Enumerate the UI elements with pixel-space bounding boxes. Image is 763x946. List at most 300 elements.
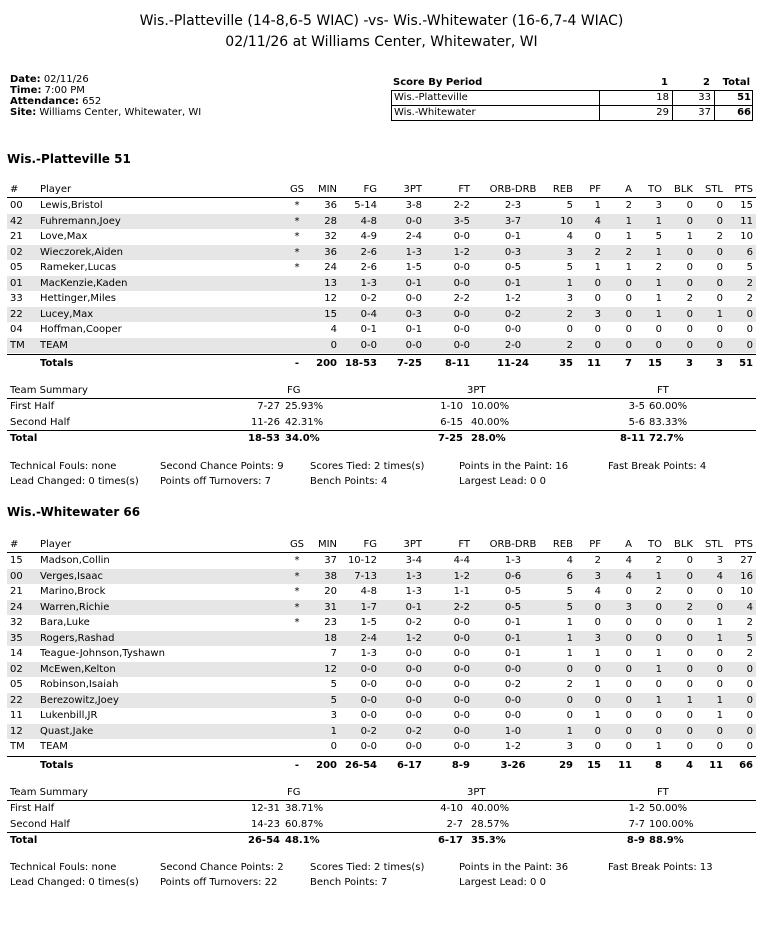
cell-a: 0 — [625, 617, 632, 628]
player-row — [7, 214, 756, 230]
cell-min: 7 — [330, 648, 337, 659]
cell-min: 20 — [324, 586, 337, 597]
period-1-score: 18 — [599, 91, 672, 105]
cell-name: Robinson,Isaiah — [40, 679, 119, 690]
cell-pf: 0 — [594, 293, 601, 304]
period-team: Wis.-Whitewater — [394, 107, 476, 118]
summary-ftp: 88.9% — [649, 835, 684, 846]
cell-ft: 4-4 — [453, 555, 470, 566]
cell-a: 0 — [625, 586, 632, 597]
cell-min: 15 — [324, 308, 337, 320]
col-header-fg: FG — [363, 184, 377, 195]
cell-blk: 0 — [686, 555, 693, 566]
cell-reb: 2 — [566, 308, 573, 320]
cell-name: Quast,Jake — [40, 725, 94, 737]
cell-fg: 7-13 — [354, 570, 377, 582]
cell-ft: 0-0 — [453, 741, 470, 752]
cell-fg: 0-0 — [360, 339, 377, 351]
misc-lead-changed — [10, 474, 139, 489]
cell-min: 28 — [324, 215, 337, 227]
cell-num: 05 — [10, 262, 23, 273]
cell-ft: 0-0 — [453, 632, 470, 644]
cell-fg: 1-5 — [360, 617, 377, 628]
col-header-player: Player — [40, 539, 72, 550]
col-header-pts: PTS — [734, 539, 753, 550]
cell-fg: 0-4 — [360, 308, 377, 320]
misc-largest — [459, 875, 546, 890]
cell-reb: 2 — [566, 679, 573, 690]
summary-p3: 6-15 — [440, 416, 463, 428]
player-row — [7, 322, 756, 338]
cell-pf: 0 — [594, 663, 601, 675]
cell-num: 00 — [10, 570, 23, 582]
cell-orb: 0-1 — [504, 617, 522, 628]
cell-num: 05 — [10, 679, 23, 690]
cell-gs: * — [294, 231, 300, 242]
cell-fg: 1-3 — [360, 648, 377, 659]
total-orb: 3-26 — [500, 759, 526, 771]
cell-gs: * — [294, 617, 300, 628]
col-header-pts: PTS — [734, 184, 753, 195]
cell-num: 21 — [10, 231, 23, 242]
game-title: Wis.-Platteville (14-8,6-5 WIAC) -vs- Wis.-Whitewater (16-6,7-4 WIAC) — [139, 13, 624, 29]
cell-min: 5 — [330, 694, 337, 706]
team-summary-label: Team Summary — [10, 385, 88, 396]
cell-blk: 2 — [686, 601, 693, 613]
cell-to: 0 — [655, 601, 662, 613]
cell-name: TEAM — [40, 339, 68, 351]
cell-orb: 0-0 — [504, 694, 522, 706]
period-row-visitor — [391, 91, 753, 106]
misc-label: Largest Lead: — [459, 877, 527, 888]
attendance-label: Attendance: — [10, 96, 79, 107]
summary-ftp: 50.00% — [649, 803, 688, 814]
player-row — [7, 646, 756, 662]
misc-label: Lead Changed: — [10, 476, 86, 487]
cell-orb: 0-0 — [504, 663, 522, 675]
cell-blk: 0 — [686, 725, 693, 737]
cell-name: Rameker,Lucas — [40, 262, 117, 273]
misc-tied — [310, 860, 424, 875]
summary-ft: 8-11 — [619, 433, 645, 444]
cell-pts: 10 — [740, 586, 753, 597]
cell-num: 02 — [10, 663, 23, 675]
cell-stl: 0 — [716, 200, 723, 211]
misc-label: Scores Tied: — [310, 862, 371, 873]
cell-a: 3 — [625, 601, 632, 613]
col-header-blk: BLK — [674, 184, 693, 195]
col-header-stl: STL — [704, 184, 723, 195]
cell-reb: 3 — [566, 293, 573, 304]
cell-a: 0 — [625, 648, 632, 659]
date-label: Date: — [10, 74, 41, 85]
cell-fg: 0-0 — [360, 710, 377, 721]
cell-ft: 0-0 — [453, 308, 470, 320]
cell-fg: 0-2 — [360, 725, 377, 737]
cell-reb: 10 — [560, 215, 573, 227]
cell-name: Love,Max — [40, 231, 88, 242]
cell-to: 0 — [655, 339, 662, 351]
cell-gs: * — [294, 586, 300, 597]
cell-ft: 0-0 — [453, 663, 470, 675]
summary-ft: 5-6 — [628, 416, 645, 428]
cell-p3: 0-0 — [405, 293, 422, 304]
total-a: 7 — [625, 358, 632, 369]
cell-stl: 0 — [716, 293, 723, 304]
cell-reb: 2 — [566, 339, 573, 351]
col-header-min: MIN — [317, 184, 337, 195]
cell-stl: 0 — [716, 601, 723, 613]
total-reb: 29 — [559, 759, 573, 771]
cell-a: 0 — [625, 277, 632, 289]
misc-row — [10, 860, 760, 875]
cell-to: 0 — [655, 710, 662, 721]
summary-ftp: 100.00% — [649, 818, 694, 830]
misc-stats-home — [10, 860, 760, 890]
player-row — [7, 307, 756, 323]
cell-name: Berezowitz,Joey — [40, 694, 119, 706]
cell-p3: 3-8 — [405, 200, 422, 211]
summary-p3: 4-10 — [440, 803, 463, 814]
cell-pf: 0 — [594, 601, 601, 613]
cell-pf: 1 — [594, 679, 601, 690]
team-summary-header — [7, 383, 756, 399]
cell-ft: 3-5 — [453, 215, 470, 227]
cell-ft: 2-2 — [453, 200, 470, 211]
misc-label: Fast Break Points: — [608, 862, 697, 873]
misc-value: 16 — [555, 461, 569, 472]
period-team: Wis.-Platteville — [394, 92, 468, 103]
cell-stl: 1 — [716, 308, 723, 320]
misc-tech — [10, 860, 116, 875]
cell-orb: 0-1 — [504, 648, 522, 659]
total-blk: 3 — [686, 358, 693, 369]
summary-fg: 14-23 — [250, 818, 280, 830]
cell-orb: 0-5 — [504, 601, 522, 613]
cell-reb: 3 — [566, 246, 573, 258]
cell-pts: 2 — [746, 617, 753, 628]
cell-to: 0 — [655, 679, 662, 690]
cell-pf: 2 — [594, 555, 601, 566]
cell-blk: 0 — [686, 246, 693, 258]
col-header-blk: BLK — [674, 539, 693, 550]
cell-a: 2 — [625, 246, 632, 258]
misc-value: 0 times(s) — [88, 877, 139, 888]
cell-fg: 0-2 — [360, 293, 377, 304]
site-line — [10, 107, 201, 118]
cell-ft: 0-0 — [453, 648, 470, 659]
cell-pts: 10 — [740, 231, 753, 242]
cell-name: Wieczorek,Aiden — [40, 246, 123, 258]
col-header-fg: FG — [363, 539, 377, 550]
cell-pf: 3 — [594, 308, 601, 320]
cell-pts: 0 — [746, 324, 753, 335]
cell-min: 3 — [330, 710, 337, 721]
misc-value: 2 times(s) — [374, 461, 425, 472]
cell-to: 1 — [655, 694, 662, 706]
cell-blk: 0 — [686, 308, 693, 320]
misc-value: 9 — [277, 461, 284, 472]
cell-orb: 0-5 — [504, 262, 522, 273]
time-label: Time: — [10, 85, 42, 96]
cell-stl: 0 — [716, 663, 723, 675]
cell-a: 0 — [625, 339, 632, 351]
period-row-home — [391, 106, 753, 121]
summary-fg: 12-31 — [250, 803, 280, 814]
cell-name: Warren,Richie — [40, 601, 110, 613]
cell-pts: 2 — [746, 277, 753, 289]
cell-pts: 0 — [746, 725, 753, 737]
cell-num: 35 — [10, 632, 23, 644]
box-score-home — [7, 537, 756, 775]
cell-fg: 0-0 — [360, 741, 377, 752]
summary-3pt-header: 3PT — [467, 787, 486, 798]
cell-stl: 0 — [716, 741, 723, 752]
total-gs: - — [294, 358, 300, 369]
cell-pts: 2 — [746, 648, 753, 659]
summary-fg: 18-53 — [248, 433, 280, 444]
cell-ft: 1-2 — [453, 570, 470, 582]
cell-pf: 0 — [594, 324, 601, 335]
cell-blk: 0 — [686, 617, 693, 628]
cell-orb: 0-3 — [504, 246, 522, 258]
cell-a: 1 — [625, 215, 632, 227]
box-score-header — [7, 182, 756, 198]
cell-pf: 0 — [594, 277, 601, 289]
misc-largest — [459, 474, 546, 489]
cell-num: 32 — [10, 617, 23, 628]
cell-fg: 1-7 — [360, 601, 377, 613]
cell-fg: 2-6 — [360, 262, 377, 273]
cell-blk: 0 — [686, 663, 693, 675]
cell-num: 24 — [10, 601, 23, 613]
cell-name: Bara,Luke — [40, 617, 90, 628]
misc-label: Points in the Paint: — [459, 461, 553, 472]
cell-to: 0 — [655, 725, 662, 737]
summary-row-total — [7, 430, 756, 447]
cell-min: 37 — [324, 555, 337, 566]
cell-to: 2 — [655, 586, 662, 597]
cell-blk: 0 — [686, 632, 693, 644]
cell-blk: 0 — [686, 324, 693, 335]
cell-pf: 3 — [594, 632, 601, 644]
cell-blk: 0 — [686, 648, 693, 659]
summary-ftp: 60.00% — [649, 401, 688, 412]
cell-ft: 2-2 — [453, 601, 470, 613]
misc-label: Scores Tied: — [310, 461, 371, 472]
cell-orb: 0-0 — [504, 324, 522, 335]
player-row — [7, 615, 756, 631]
cell-num: 42 — [10, 215, 23, 227]
cell-to: 3 — [655, 200, 662, 211]
cell-gs: * — [294, 262, 300, 273]
cell-blk: 0 — [686, 215, 693, 227]
col-header-orb: ORB-DRB — [489, 184, 537, 195]
misc-label: Bench Points: — [310, 877, 378, 888]
cell-blk: 0 — [686, 710, 693, 721]
cell-name: Teague-Johnson,Tyshawn — [40, 648, 165, 659]
cell-orb: 0-0 — [504, 710, 522, 721]
cell-pts: 0 — [746, 679, 753, 690]
cell-a: 1 — [625, 262, 632, 273]
score-by-period — [391, 76, 753, 121]
cell-p3: 0-1 — [405, 277, 422, 289]
cell-name: McEwen,Kelton — [40, 663, 116, 675]
total-pts: 51 — [739, 358, 753, 369]
cell-stl: 2 — [716, 231, 723, 242]
cell-gs: * — [294, 215, 300, 227]
cell-pf: 3 — [594, 570, 601, 582]
misc-second — [160, 459, 284, 474]
attendance-line — [10, 96, 201, 107]
date-line — [10, 74, 201, 85]
cell-name: Hoffman,Cooper — [40, 324, 122, 335]
cell-to: 2 — [655, 262, 662, 273]
summary-row-second — [7, 817, 756, 833]
cell-pts: 5 — [746, 632, 753, 644]
summary-p3p: 40.00% — [471, 416, 510, 428]
cell-blk: 0 — [686, 339, 693, 351]
col-header-stl: STL — [704, 539, 723, 550]
cell-blk: 0 — [686, 570, 693, 582]
period-total: 51 — [714, 91, 754, 105]
cell-reb: 4 — [566, 555, 573, 566]
misc-stats-visitor — [10, 459, 760, 489]
cell-min: 32 — [324, 231, 337, 242]
summary-fg-header: FG — [287, 385, 301, 396]
cell-ft: 0-0 — [453, 617, 470, 628]
cell-p3: 0-0 — [405, 741, 422, 752]
cell-to: 5 — [655, 231, 662, 242]
summary-ft: 7-7 — [628, 818, 645, 830]
summary-row-label: Second Half — [10, 416, 70, 428]
cell-min: 0 — [330, 339, 337, 351]
summary-fg-header: FG — [287, 787, 301, 798]
summary-p3p: 40.00% — [471, 803, 510, 814]
cell-pf: 4 — [594, 215, 601, 227]
cell-stl: 0 — [716, 339, 723, 351]
misc-label: Largest Lead: — [459, 476, 527, 487]
col-header-gs: GS — [289, 184, 305, 195]
cell-stl: 1 — [716, 617, 723, 628]
cell-reb: 1 — [566, 617, 573, 628]
cell-stl: 0 — [716, 277, 723, 289]
summary-p3p: 28.0% — [471, 433, 506, 444]
cell-min: 1 — [330, 725, 337, 737]
time-line — [10, 85, 201, 96]
misc-value: 0 times(s) — [88, 476, 139, 487]
cell-stl: 0 — [716, 586, 723, 597]
cell-a: 0 — [625, 741, 632, 752]
misc-paint — [459, 860, 568, 875]
cell-a: 0 — [625, 293, 632, 304]
col-header-pf: PF — [589, 539, 601, 550]
total-fg: 26-54 — [345, 759, 377, 771]
summary-fgp: 60.87% — [285, 818, 324, 830]
cell-min: 31 — [324, 601, 337, 613]
cell-orb: 1-0 — [504, 725, 522, 737]
total-a: 11 — [618, 759, 632, 771]
cell-p3: 0-0 — [405, 339, 422, 351]
cell-orb: 3-7 — [504, 215, 522, 227]
cell-stl: 1 — [716, 694, 723, 706]
cell-p3: 0-0 — [405, 663, 422, 675]
total-min: 200 — [316, 759, 337, 771]
cell-num: 15 — [10, 555, 23, 566]
total-min: 200 — [316, 358, 337, 369]
cell-blk: 0 — [686, 277, 693, 289]
summary-row-label: Total — [10, 433, 38, 444]
cell-pf: 0 — [594, 694, 601, 706]
cell-a: 0 — [625, 632, 632, 644]
cell-to: 0 — [655, 324, 662, 335]
cell-p3: 1-5 — [405, 262, 422, 273]
cell-pf: 0 — [594, 231, 601, 242]
cell-pts: 2 — [746, 293, 753, 304]
summary-row-label: Total — [10, 835, 38, 846]
cell-p3: 0-1 — [405, 324, 422, 335]
cell-ft: 0-0 — [453, 679, 470, 690]
cell-stl: 4 — [716, 570, 723, 582]
col-header-min: MIN — [317, 539, 337, 550]
cell-p3: 1-2 — [405, 632, 422, 644]
misc-label: Lead Changed: — [10, 877, 86, 888]
col-header-player: Player — [40, 184, 72, 195]
cell-ft: 0-0 — [453, 231, 470, 242]
cell-blk: 1 — [686, 694, 693, 706]
cell-p3: 1-3 — [405, 246, 422, 258]
summary-row-first — [7, 399, 756, 415]
cell-name: Marino,Brock — [40, 586, 106, 597]
player-row — [7, 198, 756, 214]
total-pf: 11 — [587, 358, 601, 369]
summary-ft: 8-9 — [626, 835, 645, 846]
cell-fg: 4-9 — [360, 231, 377, 242]
cell-to: 1 — [655, 246, 662, 258]
cell-fg: 0-0 — [360, 694, 377, 706]
cell-reb: 1 — [566, 277, 573, 289]
misc-value: 22 — [264, 877, 278, 888]
misc-fast — [608, 459, 706, 474]
misc-label: Points in the Paint: — [459, 862, 553, 873]
cell-gs: * — [294, 555, 300, 566]
cell-a: 2 — [625, 200, 632, 211]
summary-row-label: First Half — [10, 803, 55, 814]
cell-ft: 1-1 — [453, 586, 470, 597]
total-label: Totals — [40, 759, 74, 771]
summary-fg: 11-26 — [250, 416, 280, 428]
cell-ft: 0-0 — [453, 339, 470, 351]
col-header-p3: 3PT — [403, 184, 422, 195]
summary-ftp: 72.7% — [649, 433, 684, 444]
cell-num: 11 — [10, 710, 23, 721]
cell-fg: 5-14 — [354, 200, 377, 211]
summary-fgp: 42.31% — [285, 416, 324, 428]
misc-turnovers — [160, 875, 277, 890]
summary-fgp: 38.71% — [285, 803, 324, 814]
score-by-period-header — [391, 76, 753, 91]
cell-p3: 0-3 — [405, 308, 422, 320]
cell-a: 1 — [625, 231, 632, 242]
cell-pts: 4 — [746, 601, 753, 613]
player-row — [7, 600, 756, 616]
cell-blk: 0 — [686, 741, 693, 752]
cell-pf: 0 — [594, 339, 601, 351]
cell-num: 01 — [10, 277, 23, 289]
cell-orb: 0-2 — [504, 679, 522, 690]
cell-p3: 2-4 — [405, 231, 422, 242]
cell-p3: 1-3 — [405, 570, 422, 582]
